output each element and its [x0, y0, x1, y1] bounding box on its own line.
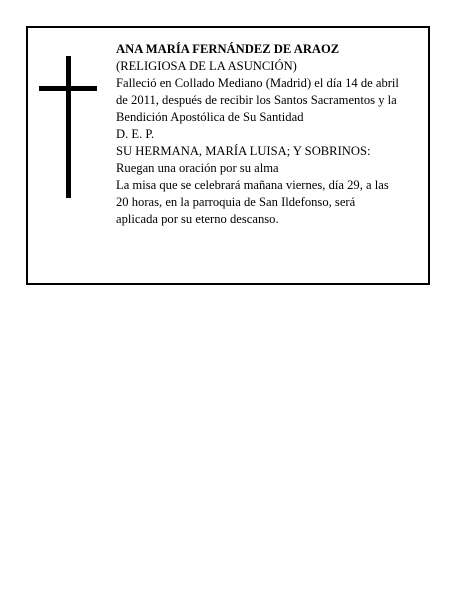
cross-horizontal-bar — [39, 86, 97, 91]
death-line-1: Falleció en Collado Mediano (Madrid) el día 14 de abril — [116, 76, 399, 90]
cross-vertical-bar — [66, 56, 71, 198]
religious-order: (RELIGIOSA DE LA ASUNCIÓN) — [116, 59, 297, 73]
rest-in-peace: D. E. P. — [116, 127, 155, 141]
obituary-notice — [26, 26, 430, 285]
mass-line-1: La misa que se celebrará mañana viernes, día 29, a las — [116, 178, 389, 192]
death-line-2: de 2011, después de recibir los Santos Sacramentos y la — [116, 93, 397, 107]
notice-text — [116, 41, 424, 228]
death-line-3: Bendición Apostólica de Su Santidad — [116, 110, 304, 124]
cross-icon — [28, 28, 108, 228]
prayer-request: Ruegan una oración por su alma — [116, 161, 279, 175]
mass-line-2: 20 horas, en la parroquia de San Ildefonso, será — [116, 195, 356, 209]
deceased-name: ANA MARÍA FERNÁNDEZ DE ARAOZ — [116, 42, 340, 56]
family-mourners: SU HERMANA, MARÍA LUISA; Y SOBRINOS: — [116, 144, 371, 158]
mass-line-3: aplicada por su eterno descanso. — [116, 212, 279, 226]
